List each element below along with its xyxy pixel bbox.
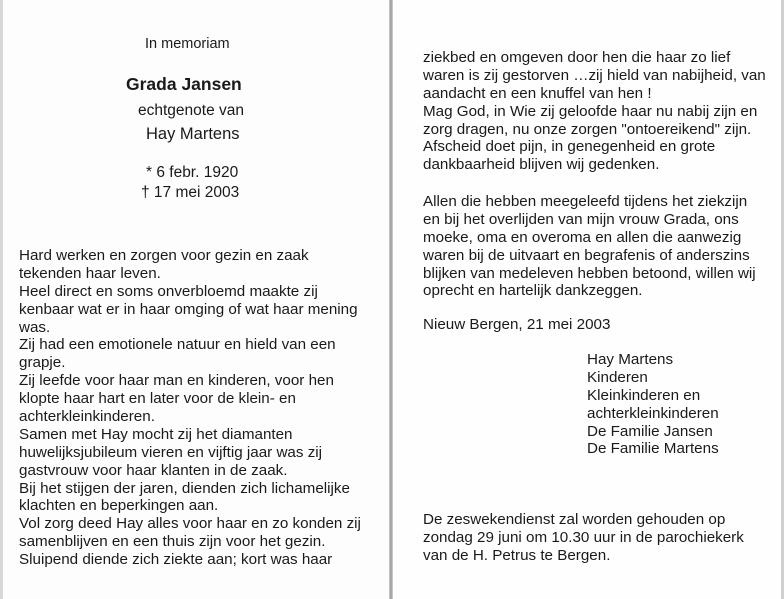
text-line: gastvrouw voor haar klanten in de zaak. bbox=[19, 461, 288, 479]
text-line: achterkleinkinderen. bbox=[19, 408, 155, 426]
signer: De Familie Martens bbox=[587, 440, 719, 458]
text-line: Vol zorg deed Hay alles voor haar en zo konden zij bbox=[19, 515, 361, 533]
deceased-name: Grada Jansen bbox=[126, 74, 242, 94]
text-line: tekenden haar leven. bbox=[19, 264, 161, 282]
text-line: samenblijven en een thuis zijn voor het gezin. bbox=[19, 533, 326, 551]
text-line: Afscheid doet pijn, in genegenheid en grote bbox=[423, 138, 716, 156]
text-line: Zij leefde voor haar man en kinderen, voor hen bbox=[19, 372, 334, 390]
text-line: zorg dragen, nu onze zorgen "ontoereikend" zijn. bbox=[423, 120, 752, 138]
spouse-label: echtgenote van bbox=[138, 102, 245, 119]
memorial-text bbox=[19, 247, 361, 569]
text-line: Sluipend diende zich ziekte aan; kort was haar bbox=[19, 551, 333, 569]
text-line: klopte haar hart en later voor de klein- en bbox=[19, 390, 296, 408]
signer: Kleinkinderen en bbox=[587, 386, 701, 404]
text-line: Allen die hebben meegeleefd tijdens het ziekzijn bbox=[423, 193, 748, 210]
text-line: waren is zij gestorven …zij hield van nabijheid, van bbox=[423, 66, 766, 84]
in-memoriam-heading: In memoriam bbox=[145, 36, 230, 52]
text-line: Mag God, in Wie zij geloofde haar nu nabij zijn en bbox=[423, 102, 758, 120]
text-line: ziekbed en omgeven door hen die haar zo lief bbox=[423, 49, 731, 66]
signer: Hay Martens bbox=[587, 351, 674, 368]
text-line: Bij het stijgen der jaren, dienden zich lichamelijke bbox=[19, 479, 350, 497]
text-line: Samen met Hay mocht zij het diamanten bbox=[19, 425, 293, 443]
signer: achterkleinkinderen bbox=[587, 404, 719, 422]
text-line: Heel direct en soms onverbloemd maakte zij bbox=[19, 282, 318, 300]
birth-date: * 6 febr. 1920 bbox=[146, 164, 239, 181]
signers-list bbox=[587, 351, 719, 458]
place-date-line: Nieuw Bergen, 21 mei 2003 bbox=[423, 316, 611, 333]
text-line: zondag 29 juni om 10.30 uur in de parochiekerk bbox=[423, 528, 744, 546]
text-line: De zeswekendienst zal worden gehouden op bbox=[423, 511, 726, 528]
text-line: oprecht en hartelijk dankzeggen. bbox=[423, 282, 643, 300]
text-line: huwelijksjubileum vieren en vijftig jaar was zij bbox=[19, 443, 323, 461]
text-line: klachten en beperkingen aan. bbox=[19, 497, 219, 515]
service-notice bbox=[423, 511, 744, 565]
text-line: dankbaarheid blijven wij gedenken. bbox=[423, 156, 660, 174]
text-line: Hard werken en zorgen voor gezin en zaak bbox=[19, 247, 309, 264]
text-line: van de H. Petrus te Bergen. bbox=[423, 546, 611, 564]
thanks-text bbox=[423, 193, 756, 300]
text-line: Zij had een emotionele natuur en hield van een bbox=[19, 336, 336, 354]
text-line: en bij het overlijden van mijn vrouw Grada, ons bbox=[423, 210, 739, 228]
text-line: moeke, oma en overoma en allen die aanwezig bbox=[423, 228, 742, 246]
text-line: grapje. bbox=[19, 354, 66, 372]
text-line: aandacht en een knuffel van hen ! bbox=[423, 84, 652, 102]
text-line: waren bij de uitvaart en begrafenis of anderszins bbox=[423, 246, 750, 264]
spouse-name: Hay Martens bbox=[146, 125, 240, 143]
text-line: kenbaar wat er in haar omging of wat haar mening bbox=[19, 300, 358, 318]
signer: Kinderen bbox=[587, 368, 648, 386]
memorial-text-continued bbox=[423, 49, 766, 174]
text-line: was. bbox=[19, 318, 51, 336]
death-date: † 17 mei 2003 bbox=[141, 184, 240, 201]
signer: De Familie Jansen bbox=[587, 422, 713, 440]
left-page-edge bbox=[0, 0, 3, 599]
place-date bbox=[423, 316, 610, 334]
left-page bbox=[0, 0, 389, 599]
text-line: blijken van medeleven hebben betoond, willen wij bbox=[423, 264, 756, 282]
